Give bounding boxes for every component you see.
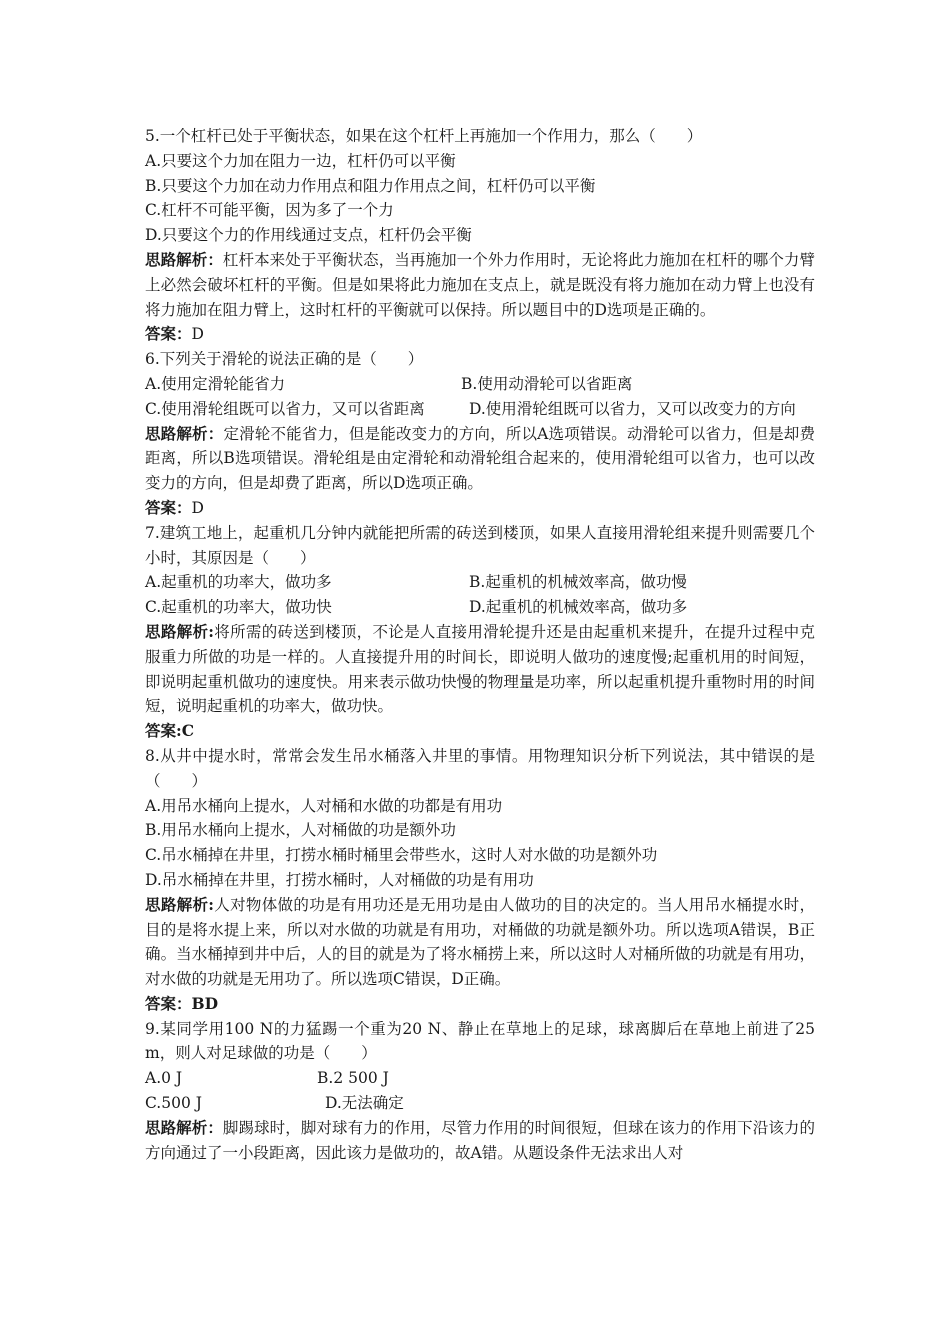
option-row [145, 372, 815, 397]
option-d: D.使用滑轮组既可以省力，又可以改变力的方向 [469, 399, 796, 418]
answer-label: 答案: [145, 721, 182, 741]
option-c: C.500 J [145, 1094, 202, 1113]
option-a: A.起重机的功率大，做功多 [145, 573, 332, 592]
answer-line [145, 322, 815, 347]
answer-label: 答案： [145, 324, 192, 344]
option-b: B.只要这个力加在动力作用点和阻力作用点之间，杠杆仍可以平衡 [145, 176, 596, 195]
option-a: A.0 J [145, 1069, 183, 1088]
analysis-label: 思路解析： [145, 423, 224, 443]
document-page [145, 124, 815, 1165]
answer-label: 答案： [145, 993, 192, 1013]
analysis-text: 脚踢球时，脚对球有力的作用，尽管力作用的时间很短，但球在该力的作用下沿该力的方向通过了一小段距离，因此该力是做功的，故A错。从题设条件无法求出人对 [145, 1118, 815, 1162]
analysis-paragraph [145, 422, 815, 496]
option-c: C.杠杆不可能平衡，因为多了一个力 [145, 201, 394, 220]
question-stem: 6.下列关于滑轮的说法正确的是（ ） [145, 350, 424, 369]
option-b: B.用吊水桶向上提水，人对桶做的功是额外功 [145, 821, 456, 840]
answer-label: 答案： [145, 497, 192, 517]
option-d: D.无法确定 [325, 1094, 404, 1113]
question-stem: 7.建筑工地上，起重机几分钟内就能把所需的砖送到楼顶，如果人直接用滑轮组来提升则需要几个小时，其原因是（ ） [145, 523, 815, 567]
question-9 [145, 1017, 815, 1166]
option-c: C.使用滑轮组既可以省力，又可以省距离 [145, 399, 425, 418]
question-7 [145, 521, 815, 744]
option-d: D.只要这个力的作用线通过支点，杠杆仍会平衡 [145, 226, 472, 245]
option-d: D.吊水桶掉在井里，打捞水桶时，人对桶做的功是有用功 [145, 870, 534, 889]
option-b: B.使用动滑轮可以省距离 [461, 374, 633, 393]
analysis-text: 人对物体做的功是有用功还是无用功是由人做功的目的决定的。当人用吊水桶提水时，目的是将水提上来，所以对水做的功就是有用功，对桶做的功就是额外功。所以选项A错误，B正确。当水桶掉到井中后，人的目的就是为了将水桶捞上来，所以这时人对桶所做的功就是有用功，对水做的功就是无用功了。所以选项C错误，D正确。 [145, 895, 815, 989]
analysis-label: 思路解析： [145, 1117, 223, 1137]
analysis-paragraph [145, 620, 815, 719]
option-row [145, 570, 815, 595]
analysis-text: 杠杆本来处于平衡状态，当再施加一个外力作用时，无论将此力施加在杠杆的哪个力臂上必然会破坏杠杆的平衡。但是如果将此力施加在支点上，就是既没有将力施加在动力臂上也没有将力施加在阻力臂上，这时杠杆的平衡就可以保持。所以题目中的D选项是正确的。 [145, 250, 815, 319]
answer-value: D [191, 325, 204, 344]
answer-value: C [181, 721, 195, 741]
question-5 [145, 124, 815, 347]
option-b: B.起重机的机械效率高，做功慢 [469, 573, 687, 592]
answer-value: D [191, 498, 204, 517]
analysis-paragraph [145, 248, 815, 322]
option-d: D.起重机的机械效率高，做功多 [469, 598, 688, 617]
answer-value: BD [191, 993, 219, 1013]
answer-line [145, 496, 815, 521]
option-a: A.用吊水桶向上提水，人对桶和水做的功都是有用功 [145, 796, 503, 815]
option-a: A.使用定滑轮能省力 [145, 374, 286, 393]
question-8 [145, 744, 815, 1017]
option-row [145, 1066, 815, 1091]
analysis-label: 思路解析: [145, 894, 214, 914]
analysis-paragraph [145, 1116, 815, 1166]
analysis-label: 思路解析: [145, 621, 214, 641]
option-row [145, 397, 815, 422]
answer-line [145, 992, 815, 1017]
analysis-text: 将所需的砖送到楼顶，不论是人直接用滑轮提升还是由起重机来提升，在提升过程中克服重力所做的功是一样的。人直接提升用的时间长，即说明人做功的速度慢;起重机用的时间短，即说明起重机做功的速度快。用来表示做功快慢的物理量是功率，所以起重机提升重物时用的时间短，说明起重机的功率大，做功快。 [145, 622, 815, 716]
question-6 [145, 347, 815, 521]
option-row [145, 595, 815, 620]
option-c: C.吊水桶掉在井里，打捞水桶时桶里会带些水，这时人对水做的功是额外功 [145, 846, 658, 865]
option-row [145, 1091, 815, 1116]
analysis-text: 定滑轮不能省力，但是能改变力的方向，所以A选项错误。动滑轮可以省力，但是却费距离，所以B选项错误。滑轮组是由定滑轮和动滑轮组合起来的，使用滑轮组可以省力，也可以改变力的方向，但是却费了距离，所以D选项正确。 [145, 424, 815, 493]
option-c: C.起重机的功率大，做功快 [145, 598, 332, 617]
question-stem: 9.某同学用100 N的力猛踢一个重为20 N、静止在草地上的足球，球离脚后在草地上前进了25 m，则人对足球做的功是（ ） [145, 1019, 815, 1063]
analysis-paragraph [145, 893, 815, 992]
option-a: A.只要这个力加在阻力一边，杠杆仍可以平衡 [145, 151, 456, 170]
question-stem: 8.从井中提水时，常常会发生吊水桶落入井里的事情。用物理知识分析下列说法，其中错误的是（ ） [145, 746, 815, 790]
question-stem: 5.一个杠杆已处于平衡状态，如果在这个杠杆上再施加一个作用力，那么（ ） [145, 127, 703, 145]
analysis-label: 思路解析： [145, 249, 223, 269]
answer-line [145, 719, 815, 744]
option-b: B.2 500 J [317, 1069, 389, 1088]
